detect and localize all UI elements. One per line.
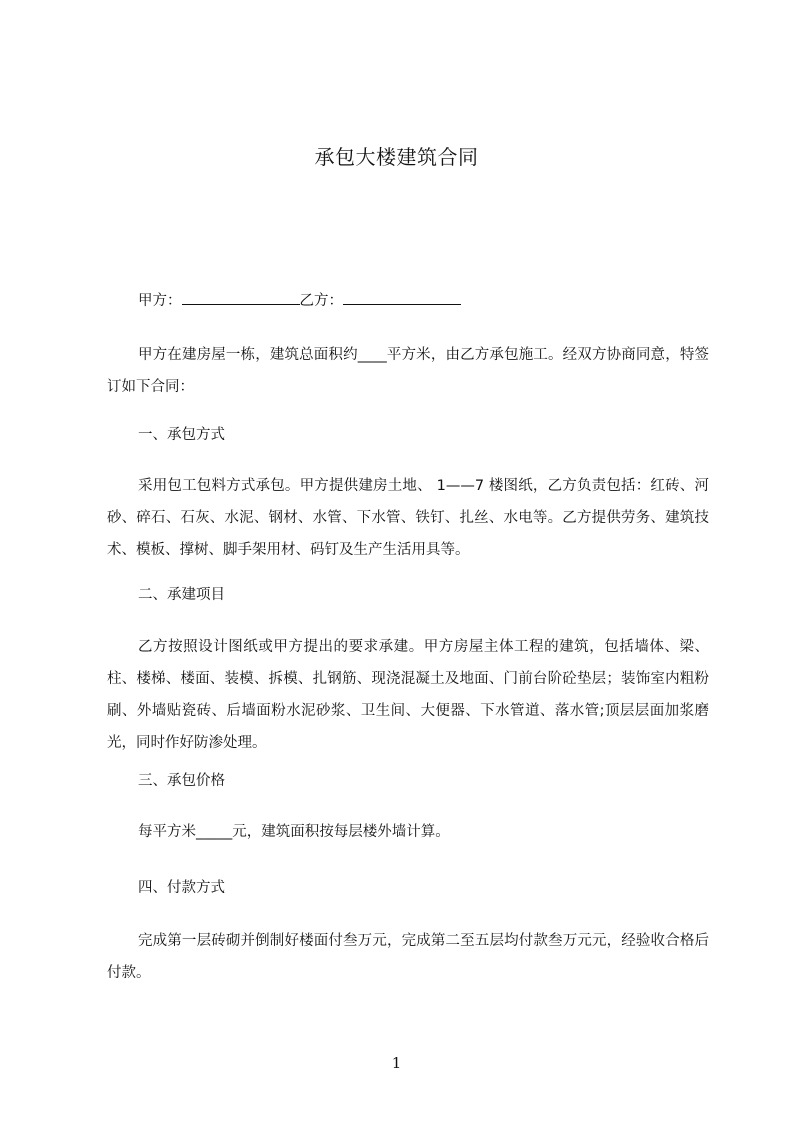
section-body: 乙方按照设计图纸或甲方提出的要求承建。甲方房屋主体工程的建筑，包括墙体、梁、柱、楼梯、楼面、装模、拆模、扎钢筋、现浇混凝土及地面、门前台阶砼垫层；装饰室内粗粉刷、外墙贴瓷砖、后墙面粉水泥砂浆、卫生间、大便器、下水管道、落水管;顶层层面加浆磨光，同时作好防渗处理。 [107, 639, 709, 751]
section-heading: 二、承建项目 [138, 587, 225, 603]
party-a-label: 甲方： [138, 293, 182, 309]
party-a-blank [182, 290, 300, 305]
section-body: 完成第一层砖砌并倒制好楼面付叁万元，完成第二至五层均付款叁万元元，经验收合格后付款。 [107, 933, 709, 981]
section-heading: 三、承包价格 [138, 773, 225, 789]
intro-paragraph: 甲方在建房屋一栋，建筑总面积约____平方米，由乙方承包施工。经双方协商同意，特签订如下合同： [107, 347, 709, 395]
document-title: 承包大楼建筑合同 [314, 145, 479, 169]
party-b-blank [343, 290, 461, 305]
section-body: 每平方米_____元，建筑面积按每层楼外墙计算。 [138, 824, 450, 840]
section-body: 采用包工包料方式承包。甲方提供建房土地、 1——7 楼图纸，乙方负责包括：红砖、河砂、碎石、石灰、水泥、钢材、水管、下水管、铁钉、扎丝、水电等。乙方提供劳务、建筑技术、模板、撑树、脚手架用材、码钉及生产生活用具等。 [107, 478, 709, 558]
section-heading: 一、承包方式 [138, 427, 225, 443]
page-number: 1 [391, 1054, 402, 1072]
section-heading: 四、付款方式 [138, 880, 225, 896]
party-line [138, 290, 461, 311]
party-b-label: 乙方： [299, 293, 343, 309]
